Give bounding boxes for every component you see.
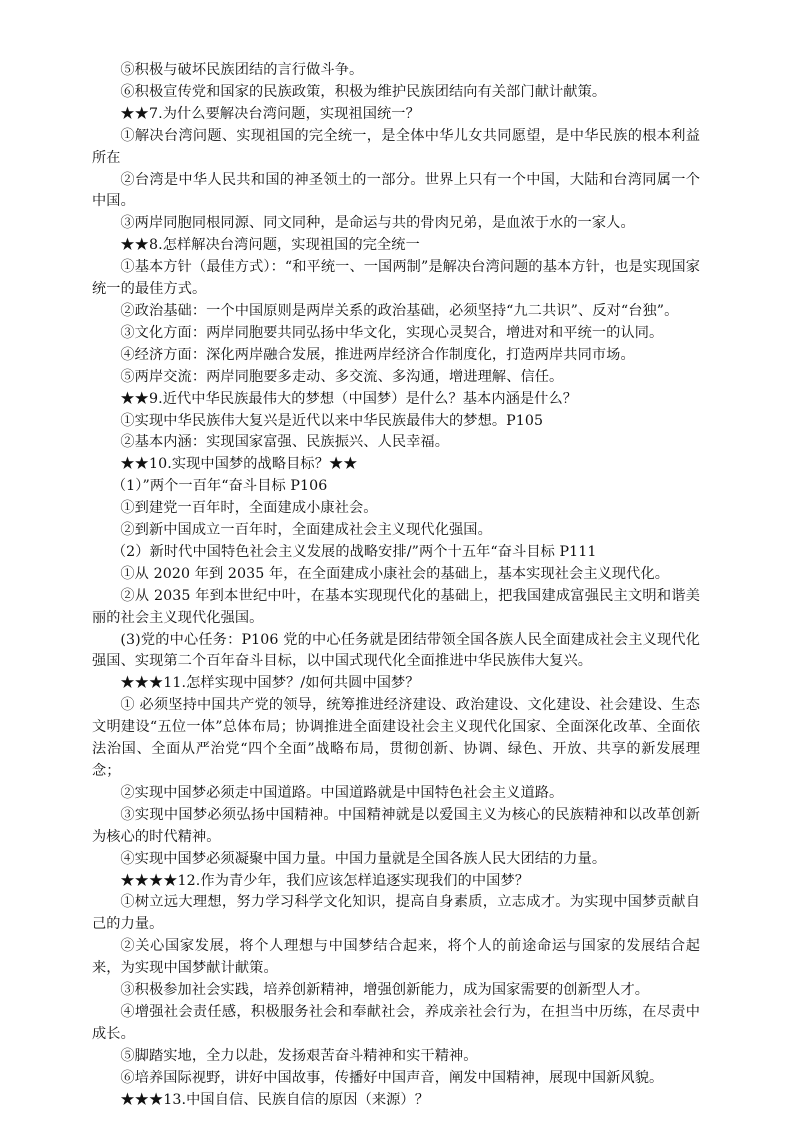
- list-item: ⑤积极与破坏民族团结的言行做斗争。: [120, 62, 364, 78]
- question-heading: ★★10.实现中国梦的战略目标？★★: [120, 456, 358, 473]
- document-body: [92, 60, 700, 1112]
- list-item: ⑥培养国际视野，讲好中国故事，传播好中国声音，阐发中国精神，展现中国新风貌。: [120, 1069, 664, 1086]
- list-item: ④实现中国梦必须凝聚中国力量。中国力量就是全国各族人民大团结的力量。: [120, 850, 607, 867]
- list-item: ①基本方针（最佳方式）：“和平统一、一国两制”是解决台湾问题的基本方针，也是实现国家统一的最佳方式。: [92, 259, 700, 298]
- question-heading: ★★8.怎样解决台湾问题，实现祖国的完全统一: [120, 237, 420, 254]
- list-item: ①树立远大理想，努力学习科学文化知识，提高自身素质，立志成才。为实现中国梦贡献自己的力量。: [92, 894, 700, 933]
- list-item: ②关心国家发展，将个人理想与中国梦结合起来，将个人的前途命运与国家的发展结合起来，为实现中国梦献计献策。: [92, 938, 700, 977]
- list-item: ①实现中华民族伟大复兴是近代以来中华民族最伟大的梦想。P105: [120, 412, 544, 429]
- list-item: ②台湾是中华人民共和国的神圣领土的一部分。世界上只有一个中国，大陆和台湾同属一个中国。: [92, 171, 700, 210]
- list-item: ③实现中国梦必须弘扬中国精神。中国精神就是以爱国主义为核心的民族精神和以改革创新为核心的时代精神。: [92, 806, 700, 845]
- sub-heading: （2）新时代中国特色社会主义发展的战略安排/”两个十五年“奋斗目标 P111: [111, 543, 597, 560]
- list-item: ①从 2020 年到 2035 年，在全面建成小康社会的基础上，基本实现社会主义现代化。: [120, 565, 670, 582]
- list-item: ③积极参加社会实践，培养创新精神，增强创新能力，成为国家需要的创新型人才。: [120, 982, 650, 999]
- list-item: ②实现中国梦必须走中国道路。中国道路就是中国特色社会主义道路。: [120, 784, 564, 801]
- list-item: ⑤脚踏实地，全力以赴，发扬艰苦奋斗精神和实干精神。: [120, 1047, 478, 1064]
- list-item: ⑤两岸交流：两岸同胞要多走动、多交流、多沟通，增进理解、信任。: [120, 368, 564, 385]
- list-item: ① 必须坚持中国共产党的领导，统筹推进经济建设、政治建设、文化建设、社会建设、生态文明建设“五位一体”总体布局；协调推进全面建设社会主义现代化国家、全面深化改革、全面依法治国、全面从严治党“四个全面”战略布局，贯彻创新、协调、绿色、开放、共享的新发展理念；: [92, 697, 700, 779]
- sub-heading: （1）”两个一百年“奋斗目标 P106: [111, 478, 328, 495]
- list-item: ②从 2035 年到本世纪中叶，在基本实现现代化的基础上，把我国建成富强民主文明和谐美丽的社会主义现代化强国。: [92, 587, 700, 626]
- list-item: ②政治基础：一个中国原则是两岸关系的政治基础，必须坚持“九二共识”、反对“台独”。: [120, 302, 679, 319]
- question-heading: ★★9.近代中华民族最伟大的梦想（中国梦）是什么？基本内涵是什么？: [120, 390, 578, 407]
- list-item: ④增强社会责任感，积极服务社会和奉献社会，养成亲社会行为，在担当中历练，在尽责中成长。: [92, 1003, 700, 1042]
- question-heading: ★★★11.怎样实现中国梦？/如何共圆中国梦？: [120, 675, 420, 692]
- question-heading: ★★★★12.作为青少年，我们应该怎样追逐实现我们的中国梦？: [120, 872, 530, 889]
- list-item: ③两岸同胞同根同源、同文同种，是命运与共的骨肉兄弟，是血浓于水的一家人。: [120, 215, 635, 232]
- list-item: ⑥积极宣传党和国家的民族政策，积极为维护民族团结向有关部门献计献策。: [120, 83, 607, 100]
- question-heading: ★★7.为什么要解决台湾问题，实现祖国统一？: [120, 105, 420, 122]
- list-item: ④经济方面：深化两岸融合发展，推进两岸经济合作制度化，打造两岸共同市场。: [120, 346, 635, 363]
- question-heading: ★★★13.中国自信、民族自信的原因（来源）？: [120, 1091, 430, 1108]
- list-item: (3)党的中心任务：P106 党的中心任务就是团结带领全国各族人民全面建成社会主义现代化强国、实现第二个百年奋斗目标，以中国式现代化全面推进中华民族伟大复兴。: [92, 631, 700, 670]
- list-item: ①到建党一百年时，全面建成小康社会。: [120, 500, 378, 517]
- list-item: ②到新中国成立一百年时，全面建成社会主义现代化强国。: [120, 522, 492, 539]
- list-item: ②基本内涵：实现国家富强、民族振兴、人民幸福。: [120, 434, 450, 451]
- list-item: ③文化方面：两岸同胞要共同弘扬中华文化，实现心灵契合，增进对和平统一的认同。: [120, 324, 664, 341]
- list-item: ①解决台湾问题、实现祖国的完全统一，是全体中华儿女共同愿望，是中华民族的根本利益所在: [92, 127, 700, 166]
